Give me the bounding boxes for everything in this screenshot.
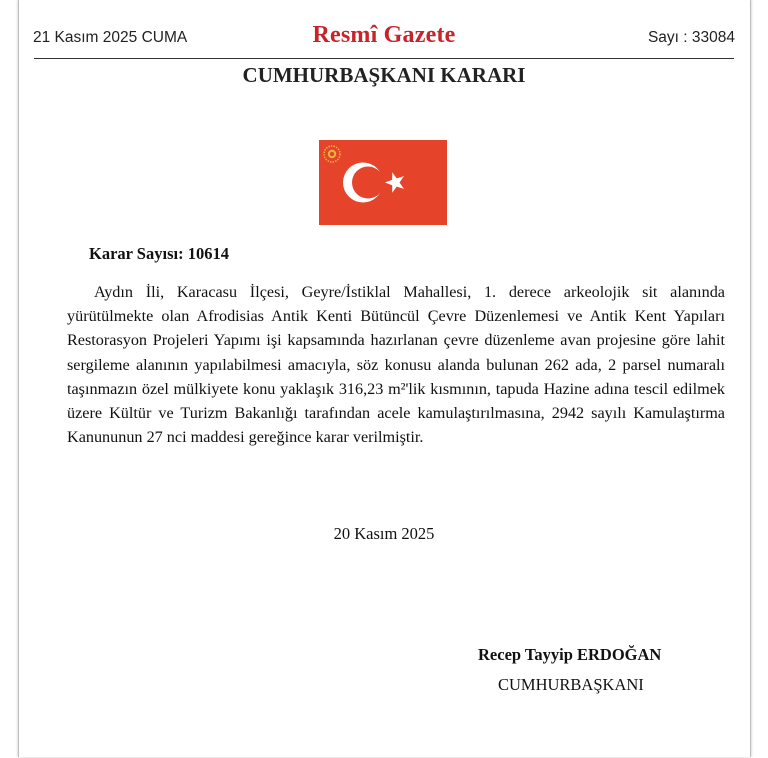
publication-date: 21 Kasım 2025 CUMA [33, 29, 188, 46]
gazette-title: Resmî Gazete [312, 22, 456, 48]
document-title: CUMHURBAŞKANI KARARI [242, 63, 526, 87]
header-divider [34, 58, 734, 59]
signer-name: Recep Tayyip ERDOĞAN [478, 645, 662, 664]
decision-body: Aydın İli, Karacasu İlçesi, Geyre/İstiklal Mahallesi, 1. derece arkeolojik sit alanında yürütülmekte olan Afrodisias Antik Kenti Bütüncül Çevre Düzenlemesi ve Antik Kent Yapıları Restorasyon Projeleri Yapımı işi kapsamında hazırlanan çevre düzenleme avan projesine göre lahit sergileme alanının yapılabilmesi amacıyla, söz konusu alanda bulunan 262 ada, 2 parsel numaralı taşınmazın özel mülkiyete konu yaklaşık 316,23 m²'lik kısmının, tapuda Hazine adına tescil edilmek üzere Kültür ve Turizm Bakanlığı tarafından acele kamulaştırılmasına, 2942 sayılı Kamulaştırma Kanununun 27 nci maddesi gereğince karar verilmiştir. [67, 283, 725, 447]
issue-number: Sayı : 33084 [647, 29, 735, 46]
signature-date: 20 Kasım 2025 [333, 524, 435, 543]
signer-title: CUMHURBAŞKANI [498, 675, 644, 694]
turkish-flag-icon [319, 140, 447, 225]
decision-number: Karar Sayısı: 10614 [89, 244, 229, 263]
